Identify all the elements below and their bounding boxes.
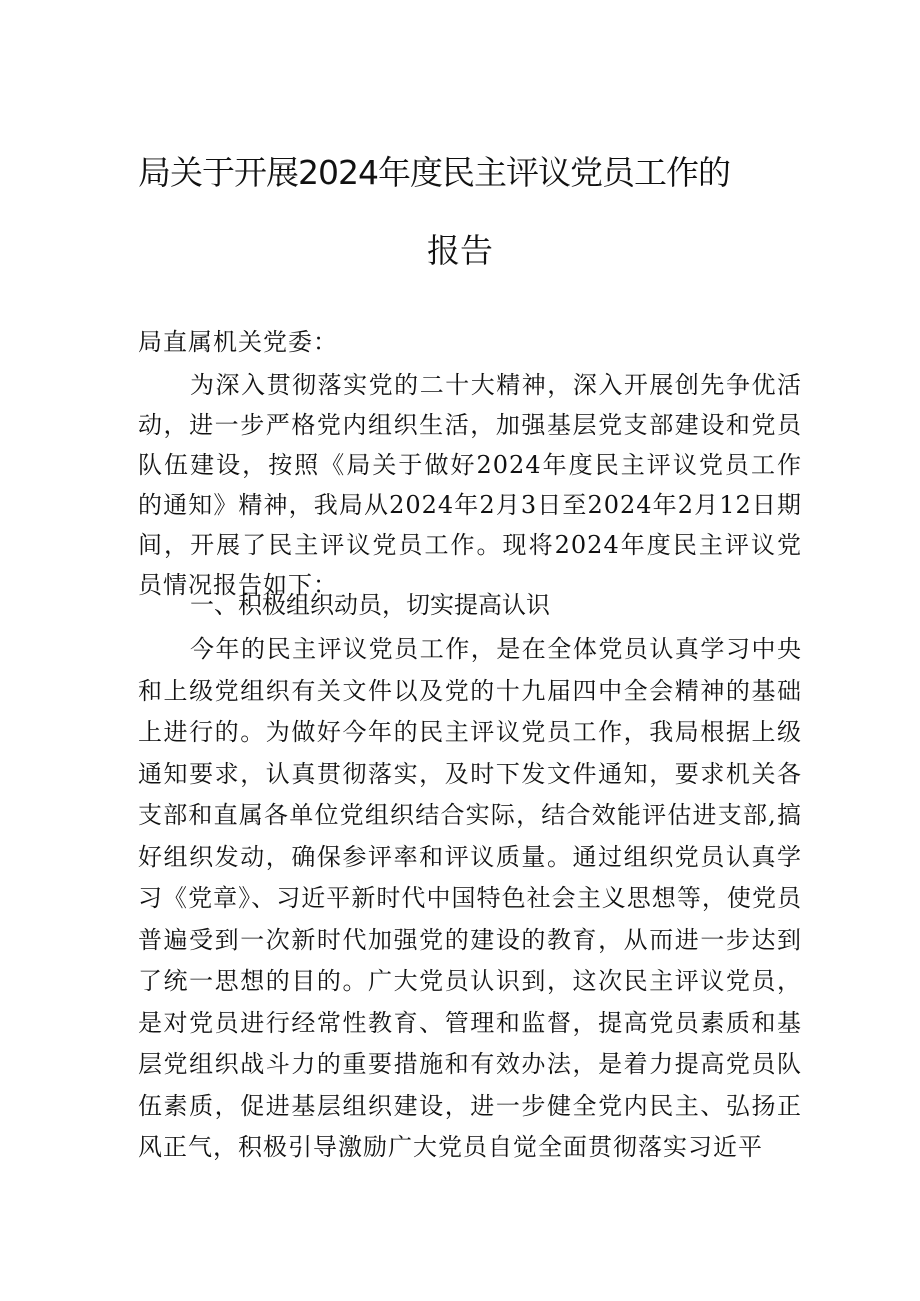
paragraph-intro: 为深入贯彻落实党的二十大精神，深入开展创先争优活动，进一步严格党内组织生活，加强基层党支部建设和党员队伍建设，按照《局关于做好2024年度民主评议党员工作的通知》精神，我局从2024年2月3日至2024年2月12日期间，开展了民主评议党员工作。现将2024年度民主评议党员情况报告如下：	[138, 371, 802, 599]
section-heading-1: 一、积极组织动员，切实提高认识	[190, 591, 550, 619]
salutation: 局直属机关党委：	[138, 328, 338, 356]
document-title-line-1: 局关于开展2024年度民主评议党员工作的	[138, 153, 730, 192]
paragraph-section-1: 今年的民主评议党员工作，是在全体党员认真学习中央和上级党组织有关文件以及党的十九届四中全会精神的基础上进行的。为做好今年的民主评议党员工作，我局根据上级通知要求，认真贯彻落实，及时下发文件通知，要求机关各支部和直属各单位党组织结合实际，结合效能评估进支部,搞好组织发动，确保参评率和评议质量。通过组织党员认真学习《党章》、习近平新时代中国特色社会主义思想等，使党员普遍受到一次新时代加强党的建设的教育，从而进一步达到了统一思想的目的。广大党员认识到，这次民主评议党员，是对党员进行经常性教育、管理和监督，提高党员素质和基层党组织战斗力的重要措施和有效办法，是着力提高党员队伍素质，促进基层组织建设，进一步健全党内民主、弘扬正风正气，积极引导激励广大党员自觉全面贯彻落实习近平	[138, 635, 802, 1161]
document-title-line-2: 报告	[427, 231, 493, 270]
